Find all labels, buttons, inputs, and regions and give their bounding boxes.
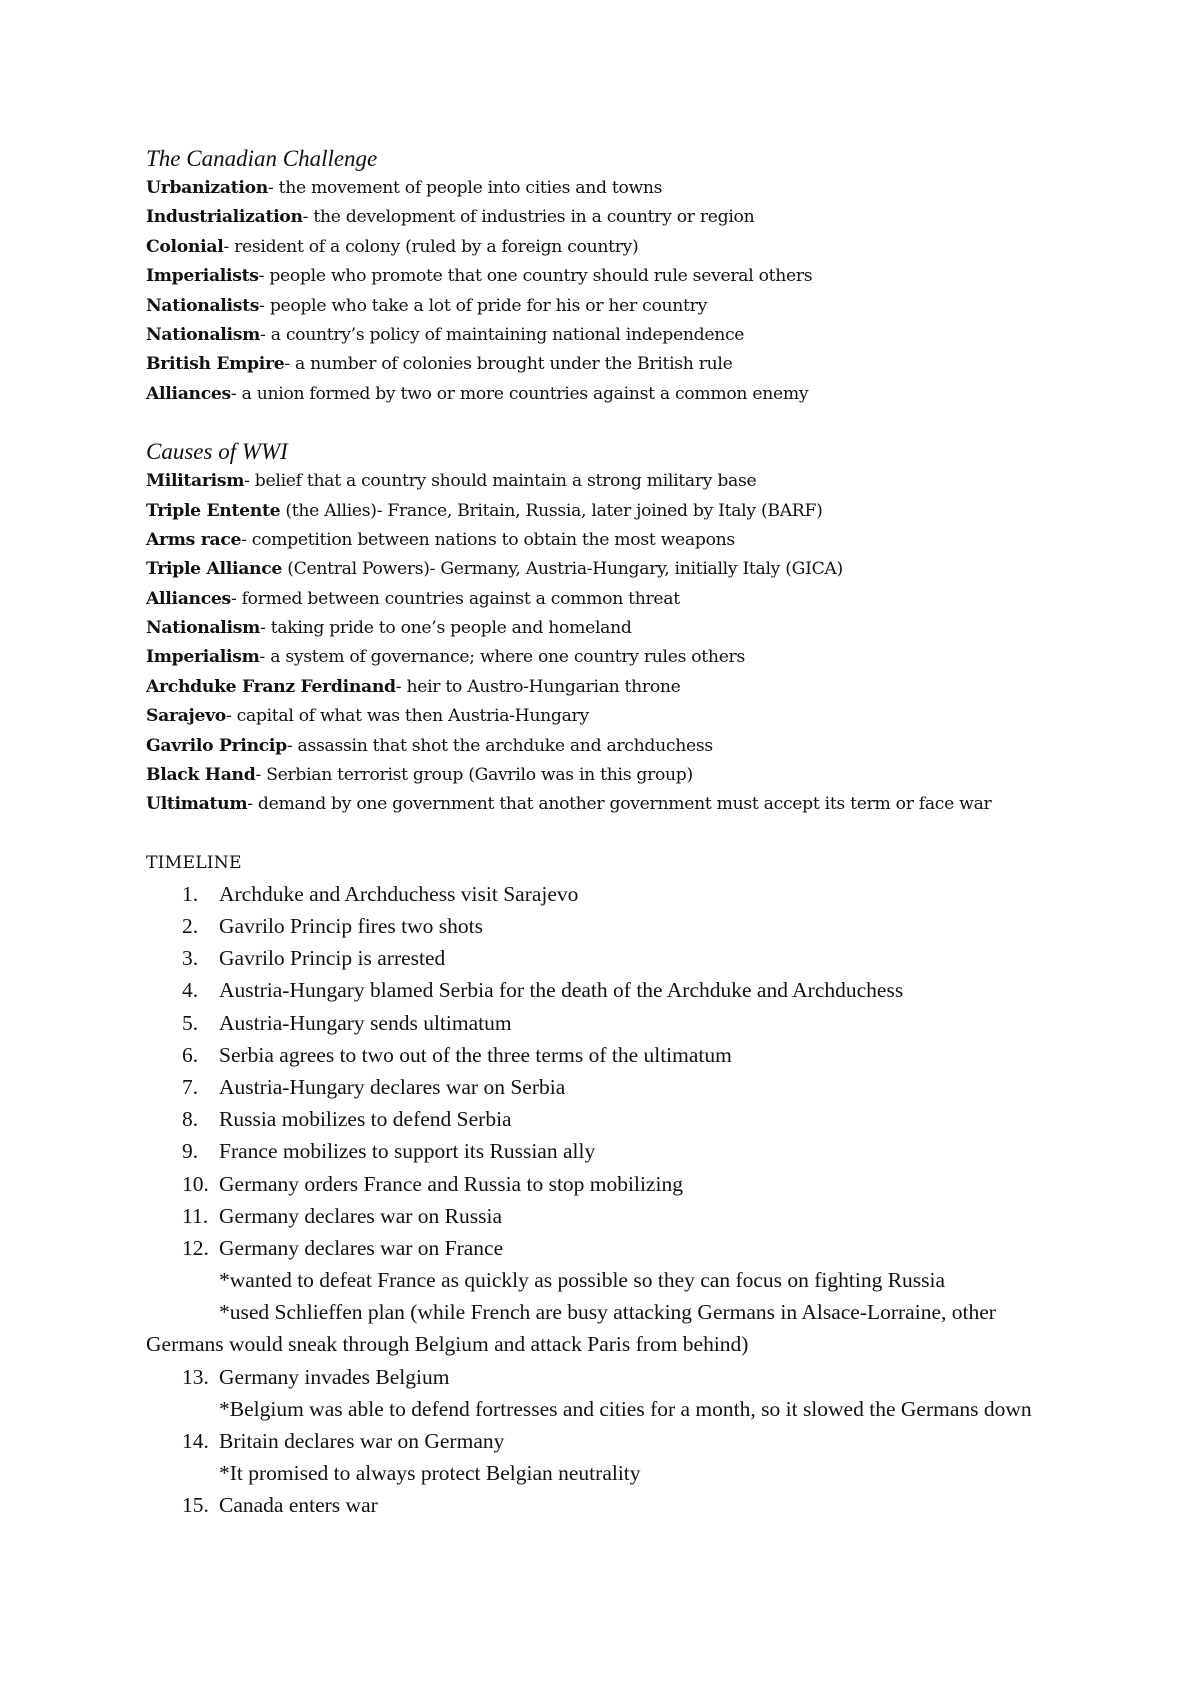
term: Gavrilo Princip xyxy=(146,735,287,756)
definition: - the movement of people into cities and towns xyxy=(267,178,663,198)
timeline-note: *wanted to defeat France as quickly as possible so they can focus on fighting Russia xyxy=(219,1268,946,1293)
definition: - competition between nations to obtain the most weapons xyxy=(241,529,735,550)
timeline-number: 4. xyxy=(182,978,199,1003)
definition-item xyxy=(146,732,1066,761)
timeline-text: Serbia agrees to two out of the three terms of the ultimatum xyxy=(219,1042,732,1067)
term: Imperialism xyxy=(146,647,260,668)
term: Industrialization xyxy=(146,207,303,228)
timeline-note: *Belgium was able to defend fortresses and cities for a month, so it slowed the Germans down xyxy=(219,1396,1032,1421)
definition: - capital of what was then Austria-Hungary xyxy=(225,706,589,727)
timeline-item xyxy=(146,1071,1066,1103)
term: Triple Alliance xyxy=(146,559,283,580)
definition-item xyxy=(146,702,1066,731)
timeline-number: 15. xyxy=(182,1493,209,1518)
timeline-number: 14. xyxy=(182,1429,209,1454)
term: Black Hand xyxy=(146,765,256,786)
definition: - a number of colonies brought under the British rule xyxy=(284,354,733,375)
definition: - Serbian terrorist group (Gavrilo was in this group) xyxy=(255,765,693,786)
definition: - a union formed by two or more countries against a common enemy xyxy=(230,383,809,404)
timeline-text: Germany orders France and Russia to stop mobilizing xyxy=(219,1171,683,1196)
timeline-item xyxy=(146,942,1066,974)
timeline-text: Austria-Hungary blamed Serbia for the death of the Archduke and Archduchess xyxy=(219,978,904,1003)
definition-item xyxy=(146,203,1066,232)
timeline-text: Russia mobilizes to defend Serbia xyxy=(219,1107,512,1132)
timeline-note: *used Schlieffen plan (while French are busy attacking Germans in Alsace-Lorraine, other Germans would sneak through Belgium and attack Paris from behind) xyxy=(146,1300,996,1357)
term: Nationalists xyxy=(146,295,260,316)
timeline-text: France mobilizes to support its Russian ally xyxy=(219,1139,596,1164)
term: Imperialists xyxy=(146,266,259,287)
definition: - assassin that shot the archduke and archduchess xyxy=(286,735,713,756)
timeline-item xyxy=(146,1103,1066,1135)
definition: - formed between countries against a common threat xyxy=(230,588,680,609)
definition-item xyxy=(146,526,1066,555)
timeline-text: Canada enters war xyxy=(219,1493,378,1518)
section-spacer xyxy=(146,820,1066,848)
timeline-item xyxy=(146,1425,1066,1457)
timeline-number: 8. xyxy=(182,1107,199,1132)
definition-list-canadian-challenge xyxy=(146,174,1066,409)
timeline-title: TIMELINE xyxy=(146,852,242,873)
definition-item xyxy=(146,585,1066,614)
timeline-item xyxy=(146,1232,1066,1264)
timeline-text: Archduke and Archduchess visit Sarajevo xyxy=(219,881,579,906)
timeline-number: 5. xyxy=(182,1010,199,1035)
term: Alliances xyxy=(146,588,231,609)
definition-item xyxy=(146,497,1066,526)
timeline-number: 7. xyxy=(182,1074,199,1099)
section-heading-canadian-challenge: The Canadian Challenge xyxy=(146,146,378,171)
timeline-number: 10. xyxy=(182,1171,209,1196)
section-spacer xyxy=(146,409,1066,437)
term: Nationalism xyxy=(146,618,261,639)
term: Triple Entente xyxy=(146,500,281,521)
timeline-text: Gavrilo Princip is arrested xyxy=(219,946,446,971)
definition-item xyxy=(146,262,1066,291)
definition: - resident of a colony (ruled by a foreign country) xyxy=(223,236,639,257)
definition: - people who take a lot of pride for his or her country xyxy=(259,295,707,316)
timeline-text: Austria-Hungary sends ultimatum xyxy=(219,1010,512,1035)
definition-item xyxy=(146,292,1066,321)
timeline-number: 12. xyxy=(182,1235,209,1260)
definition: - people who promote that one country should rule several others xyxy=(258,266,813,287)
timeline-number: 11. xyxy=(182,1203,209,1228)
definition: - a system of governance; where one country rules others xyxy=(259,647,745,668)
timeline-list xyxy=(146,878,1066,1522)
definition: (Central Powers)- Germany, Austria-Hungary, initially Italy (GICA) xyxy=(282,559,843,580)
definition: - taking pride to one’s people and homeland xyxy=(260,618,632,639)
definition-item xyxy=(146,673,1066,702)
definition: (the Allies)- France, Britain, Russia, later joined by Italy (BARF) xyxy=(280,500,823,521)
term: Nationalism xyxy=(146,324,261,345)
definition-item xyxy=(146,174,1066,203)
definition-item xyxy=(146,380,1066,409)
timeline-number: 1. xyxy=(182,881,199,906)
term: Sarajevo xyxy=(146,706,226,727)
timeline-item xyxy=(146,1361,1066,1393)
definition-item xyxy=(146,790,1066,819)
timeline-item xyxy=(146,1135,1066,1167)
timeline-number: 3. xyxy=(182,946,199,971)
timeline-text: Austria-Hungary declares war on Serbia xyxy=(219,1074,566,1099)
timeline-text: Britain declares war on Germany xyxy=(219,1429,505,1454)
timeline-number: 2. xyxy=(182,914,199,938)
timeline-text: Gavrilo Princip fires two shots xyxy=(219,914,483,938)
definition-item xyxy=(146,350,1066,379)
definition-list-causes xyxy=(146,467,1066,820)
timeline-item xyxy=(146,1039,1066,1071)
timeline-number: 6. xyxy=(182,1042,199,1067)
timeline-item xyxy=(146,910,1066,942)
document-page xyxy=(146,144,1066,1522)
definition-item xyxy=(146,614,1066,643)
definition: - demand by one government that another government must accept its term or face war xyxy=(247,794,992,815)
timeline-text: Germany declares war on Russia xyxy=(219,1203,502,1228)
term: Colonial xyxy=(146,236,224,257)
timeline-number: 9. xyxy=(182,1139,199,1164)
timeline-item xyxy=(146,878,1066,910)
definition: - heir to Austro-Hungarian throne xyxy=(395,676,681,697)
timeline-text: Germany declares war on France xyxy=(219,1235,504,1260)
term: British Empire xyxy=(146,354,285,375)
definition-item xyxy=(146,761,1066,790)
timeline-text: Germany invades Belgium xyxy=(219,1364,450,1389)
term: Ultimatum xyxy=(146,794,248,815)
definition-item xyxy=(146,643,1066,672)
timeline-item xyxy=(146,1168,1066,1200)
definition-item xyxy=(146,467,1066,496)
definition: - belief that a country should maintain a strong military base xyxy=(244,471,757,492)
definition-item xyxy=(146,233,1066,262)
definition-item xyxy=(146,555,1066,584)
term: Alliances xyxy=(146,383,231,404)
term: Arms race xyxy=(146,529,242,550)
definition: - the development of industries in a country or region xyxy=(302,207,755,228)
definition-item xyxy=(146,321,1066,350)
timeline-item xyxy=(146,1200,1066,1232)
timeline-item xyxy=(146,1489,1066,1521)
timeline-number: 13. xyxy=(182,1364,209,1389)
term: Archduke Franz Ferdinand xyxy=(146,676,396,697)
timeline-item xyxy=(146,1007,1066,1039)
term: Militarism xyxy=(146,471,245,492)
definition: - a country’s policy of maintaining national independence xyxy=(260,324,745,345)
timeline-note: *It promised to always protect Belgian neutrality xyxy=(219,1461,641,1486)
section-heading-causes-of-wwi: Causes of WWI xyxy=(146,439,288,465)
timeline-item xyxy=(146,974,1066,1006)
term: Urbanization xyxy=(146,178,268,198)
